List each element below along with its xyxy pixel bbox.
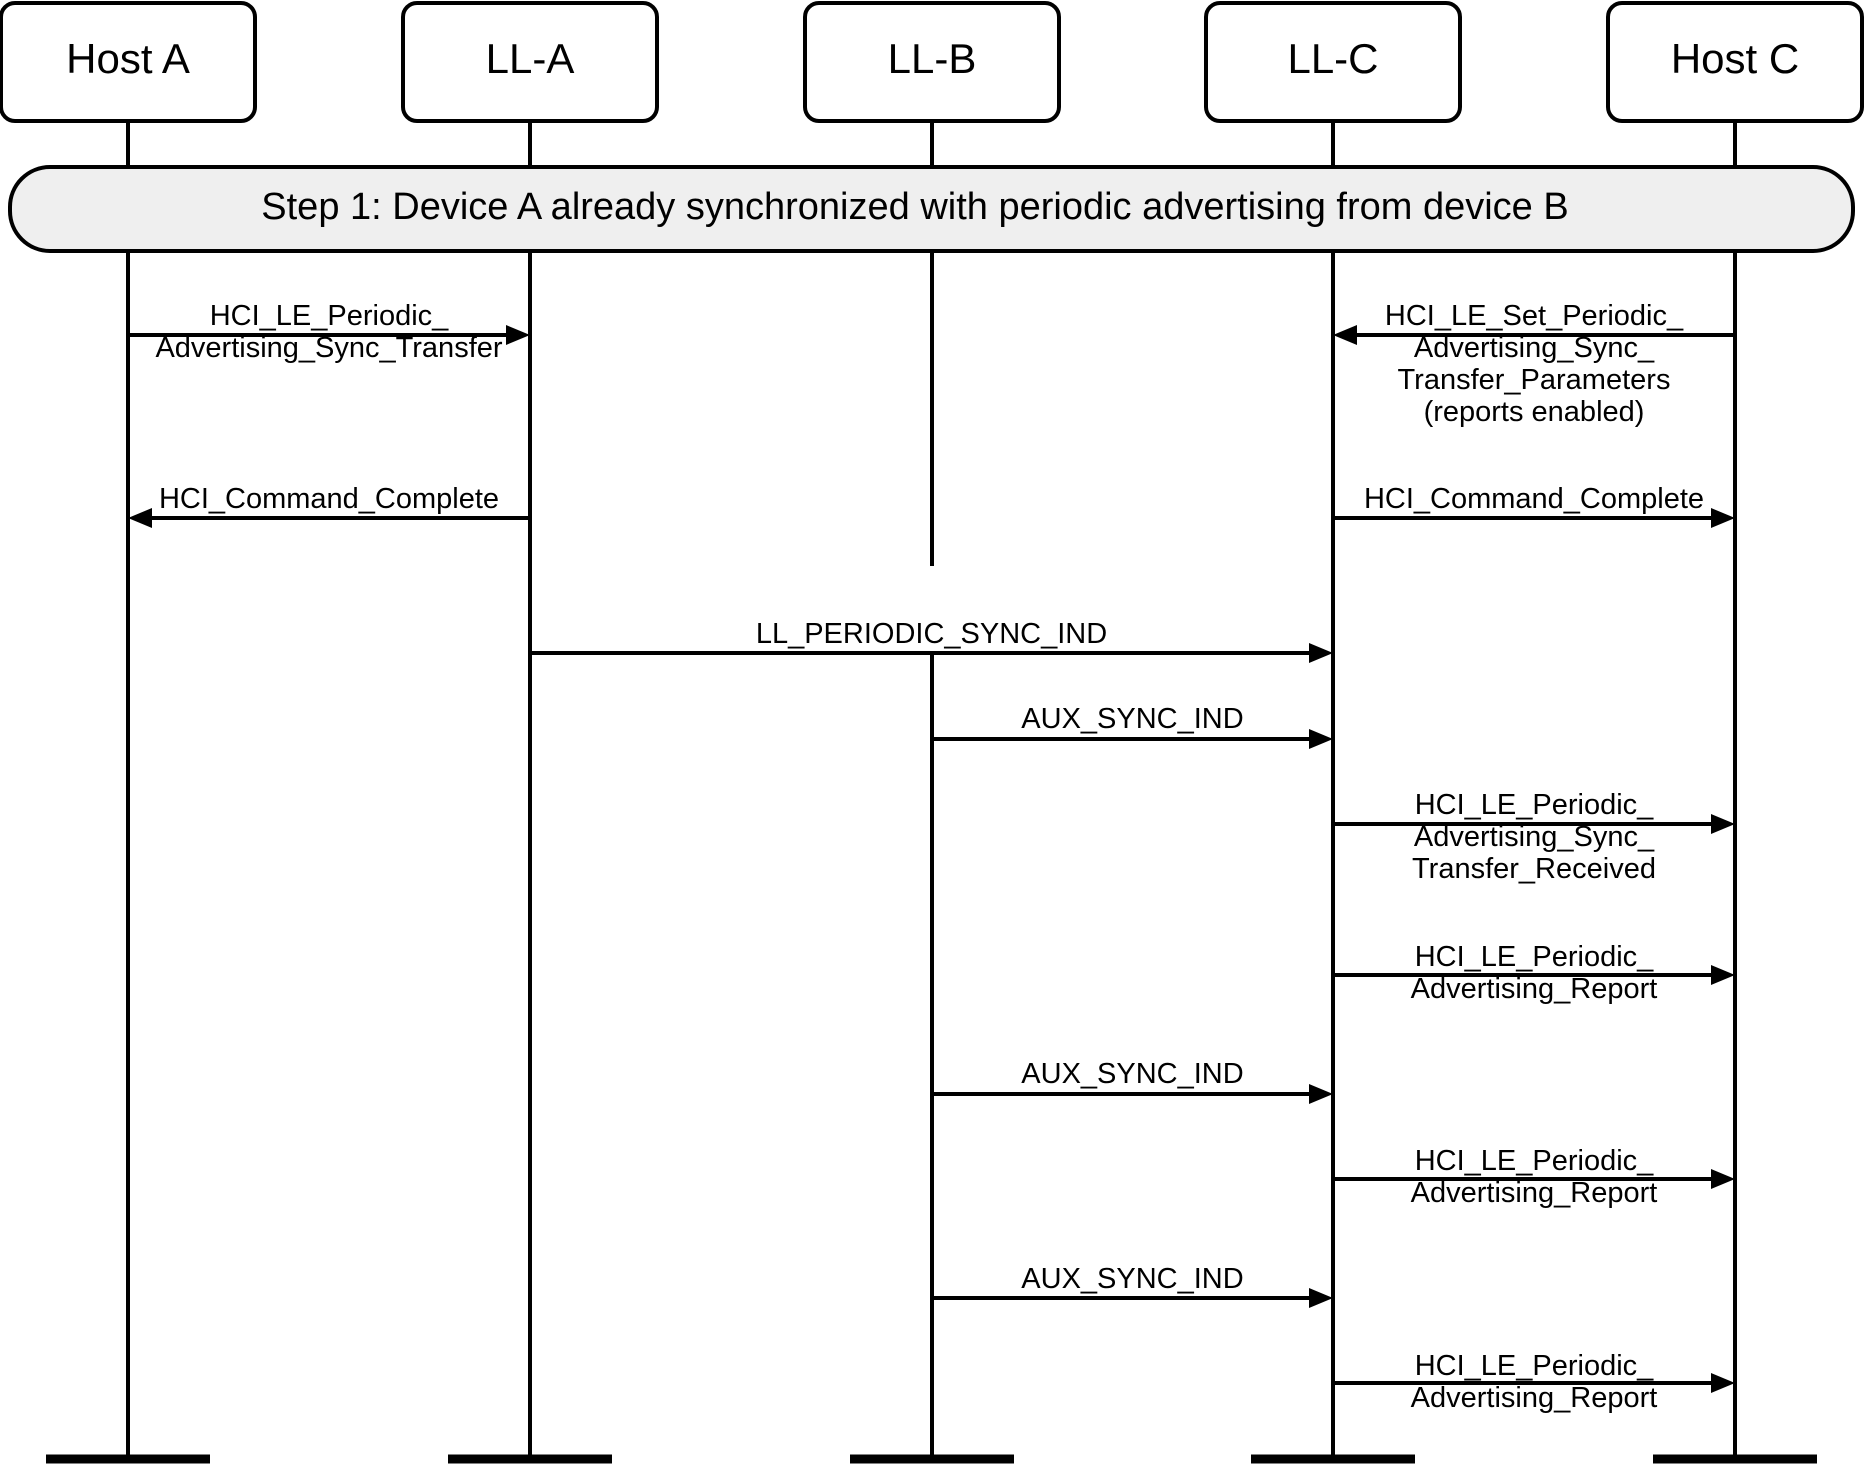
message-8 <box>932 1058 1333 1104</box>
message-0 <box>128 300 530 364</box>
message-label: Advertising_Report <box>1410 1382 1658 1414</box>
message-label: Transfer_Parameters <box>1397 364 1671 396</box>
message-label: AUX_SYNC_IND <box>1021 1263 1244 1295</box>
message-arrowhead <box>128 508 152 528</box>
participant-host-a <box>1 3 255 121</box>
message-arrowhead <box>1309 1084 1333 1104</box>
message-6 <box>1333 789 1735 885</box>
message-label: AUX_SYNC_IND <box>1021 1058 1244 1090</box>
message-label: Advertising_Sync_ <box>1413 821 1655 853</box>
message-arrowhead <box>1333 325 1357 345</box>
message-label: HCI_LE_Set_Periodic_ <box>1384 300 1684 332</box>
message-arrowhead <box>1309 643 1333 663</box>
message-5 <box>932 703 1333 749</box>
message-label: HCI_Command_Complete <box>1363 483 1705 515</box>
message-label: HCI_LE_Periodic_ <box>1414 941 1654 973</box>
participant-label: Host A <box>66 35 190 82</box>
message-label: AUX_SYNC_IND <box>1021 703 1244 735</box>
participant-ll-c <box>1206 3 1460 121</box>
step-banner-label: Step 1: Device A already synchronized with periodic advertising from device B <box>261 186 1569 228</box>
message-arrowhead <box>1711 1373 1735 1393</box>
message-label: Transfer_Received <box>1412 853 1656 885</box>
message-arrowhead <box>1309 1288 1333 1308</box>
message-label: HCI_LE_Periodic_ <box>1414 1350 1654 1382</box>
message-label: Advertising_Sync_ <box>1413 332 1655 364</box>
message-label: HCI_Command_Complete <box>158 483 500 515</box>
message-arrowhead <box>506 325 530 345</box>
message-label: (reports enabled) <box>1423 396 1645 428</box>
message-7 <box>1333 941 1735 1005</box>
participant-ll-b <box>805 3 1059 121</box>
message-label: Advertising_Report <box>1410 1177 1658 1209</box>
message-arrowhead <box>1309 729 1333 749</box>
message-label: Advertising_Sync_Transfer <box>155 332 503 364</box>
message-arrowhead <box>1711 814 1735 834</box>
message-3 <box>1333 483 1735 528</box>
step-banner <box>10 167 1853 251</box>
participant-label: LL-B <box>887 35 977 82</box>
participant-label: Host C <box>1670 35 1800 82</box>
message-arrowhead <box>1711 965 1735 985</box>
message-9 <box>1333 1145 1735 1209</box>
participant-label: LL-A <box>485 35 575 82</box>
participants <box>1 3 1862 121</box>
message-arrowhead <box>1711 508 1735 528</box>
participant-ll-a <box>403 3 657 121</box>
participant-label: LL-C <box>1287 35 1379 82</box>
message-label: HCI_LE_Periodic_ <box>1414 1145 1654 1177</box>
message-1 <box>1333 300 1735 428</box>
message-10 <box>932 1263 1333 1308</box>
participant-host-c <box>1608 3 1862 121</box>
message-label: Advertising_Report <box>1410 973 1658 1005</box>
message-label: HCI_LE_Periodic_ <box>1414 789 1654 821</box>
message-11 <box>1333 1350 1735 1414</box>
message-2 <box>128 483 530 528</box>
message-arrowhead <box>1711 1169 1735 1189</box>
message-label: LL_PERIODIC_SYNC_IND <box>755 618 1108 650</box>
message-label: HCI_LE_Periodic_ <box>209 300 449 332</box>
